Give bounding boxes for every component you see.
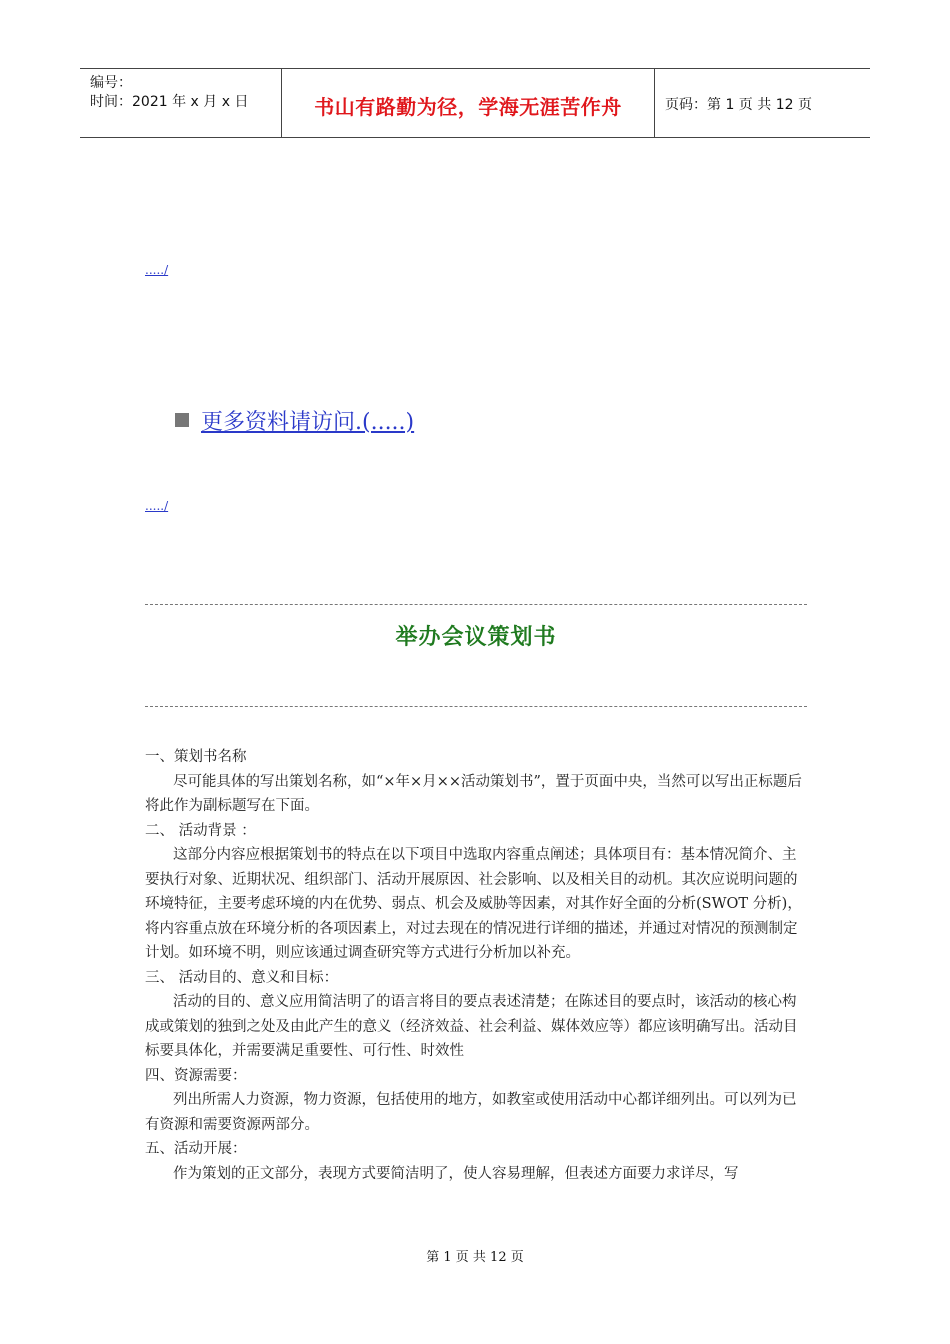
document-body xyxy=(145,745,807,1186)
top-link[interactable]: ...../ xyxy=(145,263,169,277)
section-heading: 五、活动开展： xyxy=(145,1141,247,1157)
bottom-link[interactable]: ...../ xyxy=(145,499,169,513)
bullet-square-icon xyxy=(175,413,189,427)
document-header xyxy=(80,68,870,138)
header-motto-cell xyxy=(281,69,655,137)
section-heading: 二、 活动背景 ： xyxy=(145,822,256,839)
body-paragraph: 这部分内容应根据策划书的特点在以下项目中选取内容重点阐述；具体项目有：基本情况简介、主要执行对象、近期状况、组织部门、活动开展原因、社会影响、以及相关目的动机。其次应说明问题的环境特征，主要考虑环境的内在优势、弱点、机会及威胁等因素，对其作好全面的分析(SWOT 分析)，将内容重点放在环境分析的各项因素上，对过去现在的情况进行详细的描述，并通过对情况的预测制定计划。如环境不明，则应该通过调查研究等方式进行分析加以补充。 xyxy=(145,847,802,961)
section-heading: 三、 活动目的、意义和目标： xyxy=(145,969,339,986)
title-divider-top xyxy=(145,604,807,605)
document-time-label: 时间：2021 年 x 月 x 日 xyxy=(90,94,249,110)
section-heading: 一、策划书名称 xyxy=(145,749,247,765)
body-paragraph: 尽可能具体的写出策划名称，如“×年×月××活动策划书”，置于页面中央，当然可以写出正标题后将此作为副标题写在下面。 xyxy=(145,773,802,814)
document-title: 举办会议策划书 xyxy=(395,625,557,650)
header-page-cell xyxy=(655,69,870,137)
body-paragraph: 列出所需人力资源，物力资源，包括使用的地方，如教室或使用活动中心都详细列出。可以列为已有资源和需要资源两部分。 xyxy=(145,1092,797,1133)
body-paragraph: 作为策划的正文部分，表现方式要简洁明了，使人容易理解，但表述方面要力求详尽，写 xyxy=(173,1165,739,1182)
header-page-code: 页码：第 1 页 共 12 页 xyxy=(665,97,812,113)
body-paragraph: 活动的目的、意义应用简洁明了的语言将目的要点表述清楚；在陈述目的要点时，该活动的核心构成或策划的独到之处及由此产生的意义（经济效益、社会利益、媒体效应等）都应该明确写出。活动目标要具体化，并需要满足重要性、可行性、时效性 xyxy=(145,994,798,1059)
more-info-item xyxy=(175,405,414,436)
header-info-cell xyxy=(80,69,280,137)
title-divider-bottom xyxy=(145,706,807,707)
header-motto: 书山有路勤为径，学海无涯苦作舟 xyxy=(314,95,622,119)
page-footer: 第 1 页 共 12 页 xyxy=(426,1250,524,1265)
section-heading: 四、资源需要： xyxy=(145,1067,247,1084)
more-info-link[interactable]: 更多资料请访问.(.....) xyxy=(201,410,415,435)
document-number-label: 编号： xyxy=(90,75,132,91)
